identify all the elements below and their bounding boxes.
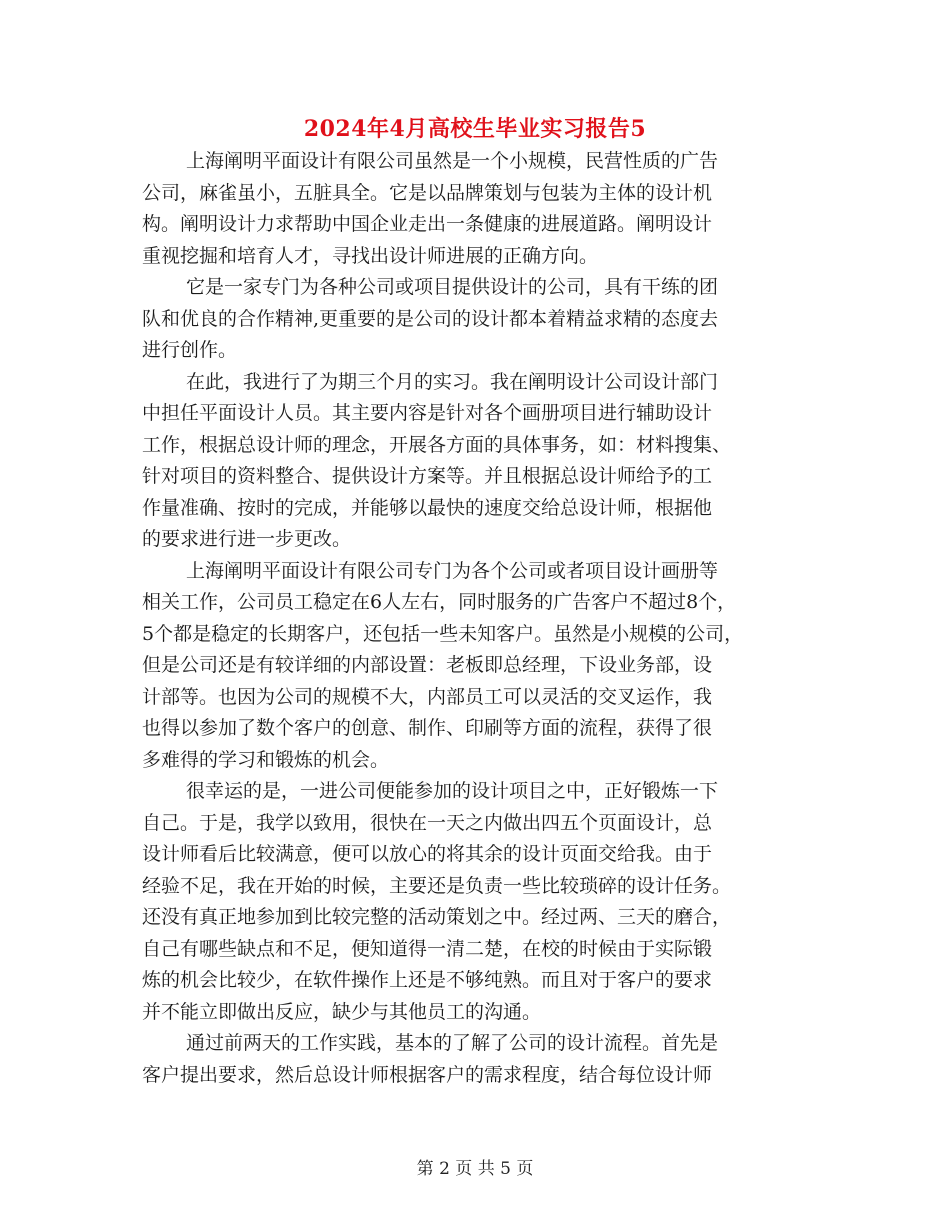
document-title: 2024年4月高校生毕业实习报告5 — [303, 116, 647, 142]
text-line: 在此，我进行了为期三个月的实习。我在阐明设计公司设计部门 — [186, 370, 719, 393]
text-line: 队和优良的合作精神,更重要的是公司的设计都本着精益求精的态度去 — [142, 307, 719, 330]
text-line: 相关工作，公司员工稳定在6人左右，同时服务的广告客户不超过8个， — [142, 591, 737, 613]
document-body — [142, 146, 802, 1091]
text-line: 进行创作。 — [142, 339, 238, 361]
paragraph — [142, 776, 802, 1028]
text-line: 设计师看后比较满意，便可以放心的将其余的设计页面交给我。由于 — [142, 843, 713, 865]
text-line: 但是公司还是有较详细的内部设置：老板即总经理，下设业务部，设 — [142, 654, 713, 676]
text-line: 中担任平面设计人员。其主要内容是针对各个画册项目进行辅助设计 — [142, 402, 713, 424]
text-line: 构。阐明设计力求帮助中国企业走出一条健康的进展道路。阐明设计 — [142, 213, 713, 235]
text-line: 多难得的学习和锻炼的机会。 — [142, 748, 390, 771]
paragraph — [142, 1028, 802, 1091]
text-line: 作量准确、按时的完成，并能够以最快的速度交给总设计师，根据他 — [142, 496, 713, 519]
text-line: 5个都是稳定的长期客户，还包括一些未知客户。虽然是小规模的公司， — [142, 622, 744, 645]
text-line: 自己有哪些缺点和不足，便知道得一清二楚，在校的时候由于实际锻 — [142, 937, 713, 960]
text-line: 重视挖掘和培育人才，寻找出设计师进展的正确方向。 — [142, 244, 599, 267]
text-line: 客户提出要求，然后总设计师根据客户的需求程度，结合每位设计师 — [142, 1063, 713, 1086]
text-line: 针对项目的资料整合、提供设计方案等。并且根据总设计师给予的工 — [142, 465, 713, 487]
text-line: 工作，根据总设计师的理念，开展各方面的具体事务，如：材料搜集、 — [142, 433, 732, 456]
text-line: 自己。于是，我学以致用，很快在一天之内做出四五个页面设计，总 — [142, 811, 713, 834]
paragraph — [142, 367, 802, 556]
text-line: 还没有真正地参加到比较完整的活动策划之中。经过两、三天的磨合， — [142, 906, 732, 928]
text-line: 计部等。也因为公司的规模不大，内部员工可以灵活的交叉运作，我 — [142, 685, 713, 708]
text-line: 经验不足，我在开始的时候，主要还是负责一些比较琐碎的设计任务。 — [142, 874, 732, 897]
text-line: 并不能立即做出反应，缺少与其他员工的沟通。 — [142, 1000, 542, 1023]
paragraph — [142, 272, 802, 367]
text-line: 也得以参加了数个客户的创意、制作、印刷等方面的流程，获得了很 — [142, 717, 713, 739]
text-line: 炼的机会比较少，在软件操作上还是不够纯熟。而且对于客户的要求 — [142, 969, 713, 991]
text-line: 公司，麻雀虽小，五脏具全。它是以品牌策划与包装为主体的设计机 — [142, 181, 713, 204]
paragraph — [142, 556, 802, 777]
text-line: 上海阐明平面设计有限公司虽然是一个小规模，民营性质的广告 — [186, 150, 719, 172]
paragraph — [142, 146, 802, 272]
text-line: 上海阐明平面设计有限公司专门为各个公司或者项目设计画册等 — [186, 559, 719, 582]
text-line: 很幸运的是，一进公司便能参加的设计项目之中，正好锻炼一下 — [186, 780, 719, 802]
text-line: 它是一家专门为各种公司或项目提供设计的公司，具有干练的团 — [186, 276, 719, 298]
page-footer: 第 2 页 共 5 页 — [416, 1159, 534, 1179]
text-line: 通过前两天的工作实践，基本的了解了公司的设计流程。首先是 — [186, 1032, 719, 1054]
text-line: 的要求进行进一步更改。 — [142, 528, 352, 550]
